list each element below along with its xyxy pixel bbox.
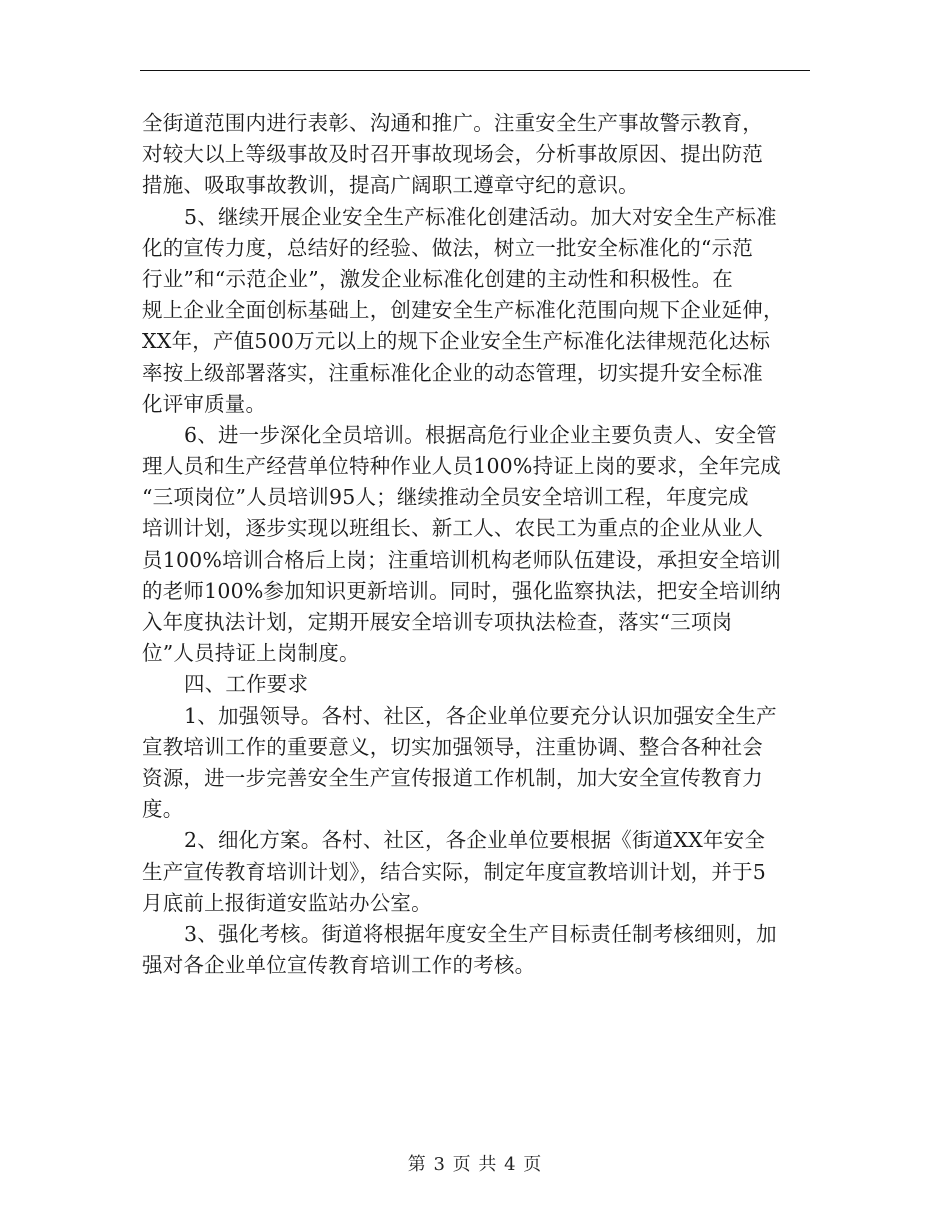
text-line: 的老师100%参加知识更新培训。同时，强化监察执法，把安全培训纳 <box>142 578 782 603</box>
text-line: 全街道范围内进行表彰、沟通和推广。注重安全生产事故警示教育， <box>142 111 763 135</box>
header-rule <box>140 70 810 71</box>
text-line: 月底前上报街道安监站办公室。 <box>142 890 432 915</box>
text-line: XX年，产值500万元以上的规下企业安全生产标准化法律规范化达标 <box>142 329 771 354</box>
text-line: 规上企业全面创标基础上，创建安全生产标准化范围向规下企业延伸， <box>142 298 784 323</box>
paragraph-start-line: 2、细化方案。各村、社区，各企业单位要根据《街道XX年安全 <box>184 828 766 853</box>
text-line: 员100%培训合格后上岗；注重培训机构老师队伍建设，承担安全培训 <box>142 547 782 572</box>
section-heading: 四、工作要求 <box>184 672 309 697</box>
text-line: 宣教培训工作的重要意义，切实加强领导，注重协调、整合各种社会 <box>142 734 763 759</box>
text-line: 入年度执法计划，定期开展安全培训专项执法检查，落实“三项岗 <box>142 610 733 634</box>
text-line: 培训计划，逐步实现以班组长、新工人、农民工为重点的企业从业人 <box>142 516 763 541</box>
text-line: 率按上级部署落实，注重标准化企业的动态管理，切实提升安全标准 <box>142 360 763 385</box>
text-line: 措施、吸取事故教训，提高广阔职工遵章守纪的意识。 <box>142 173 639 198</box>
text-line: “三项岗位”人员培训95人；继续推动全员安全培训工程，年度完成 <box>142 485 749 510</box>
text-line: 对较大以上等级事故及时召开事故现场会，分析事故原因、提出防范 <box>142 142 763 167</box>
page-number-footer: 第 3 页 共 4 页 <box>407 1154 543 1175</box>
text-line: 化评审质量。 <box>142 391 267 416</box>
text-line: 度。 <box>142 797 184 822</box>
paragraph-start-line: 3、强化考核。街道将根据年度安全生产目标责任制考核细则，加 <box>184 921 777 946</box>
body-text <box>142 108 810 981</box>
paragraph-start-line: 6、进一步深化全员培训。根据高危行业企业主要负责人、安全管 <box>184 422 777 447</box>
text-line: 理人员和生产经营单位特种作业人员100%持证上岗的要求，全年完成 <box>142 454 782 479</box>
text-line: 位”人员持证上岗制度。 <box>142 641 360 666</box>
text-line: 生产宣传教育培训计划》，结合实际，制定年度宣教培训计划，并于5 <box>142 859 766 884</box>
text-line: 强对各企业单位宣传教育培训工作的考核。 <box>142 953 536 978</box>
paragraph-start-line: 1、加强领导。各村、社区，各企业单位要充分认识加强安全生产 <box>184 703 777 728</box>
text-line: 化的宣传力度，总结好的经验、做法，树立一批安全标准化的“示范 <box>142 235 753 260</box>
paragraph-start-line: 5、继续开展企业安全生产标准化创建活动。加大对安全生产标准 <box>184 204 777 229</box>
text-line: 行业”和“示范企业”，激发企业标准化创建的主动性和积极性。在 <box>142 266 733 291</box>
text-line: 资源，进一步完善安全生产宣传报道工作机制，加大安全宣传教育力 <box>142 765 763 790</box>
